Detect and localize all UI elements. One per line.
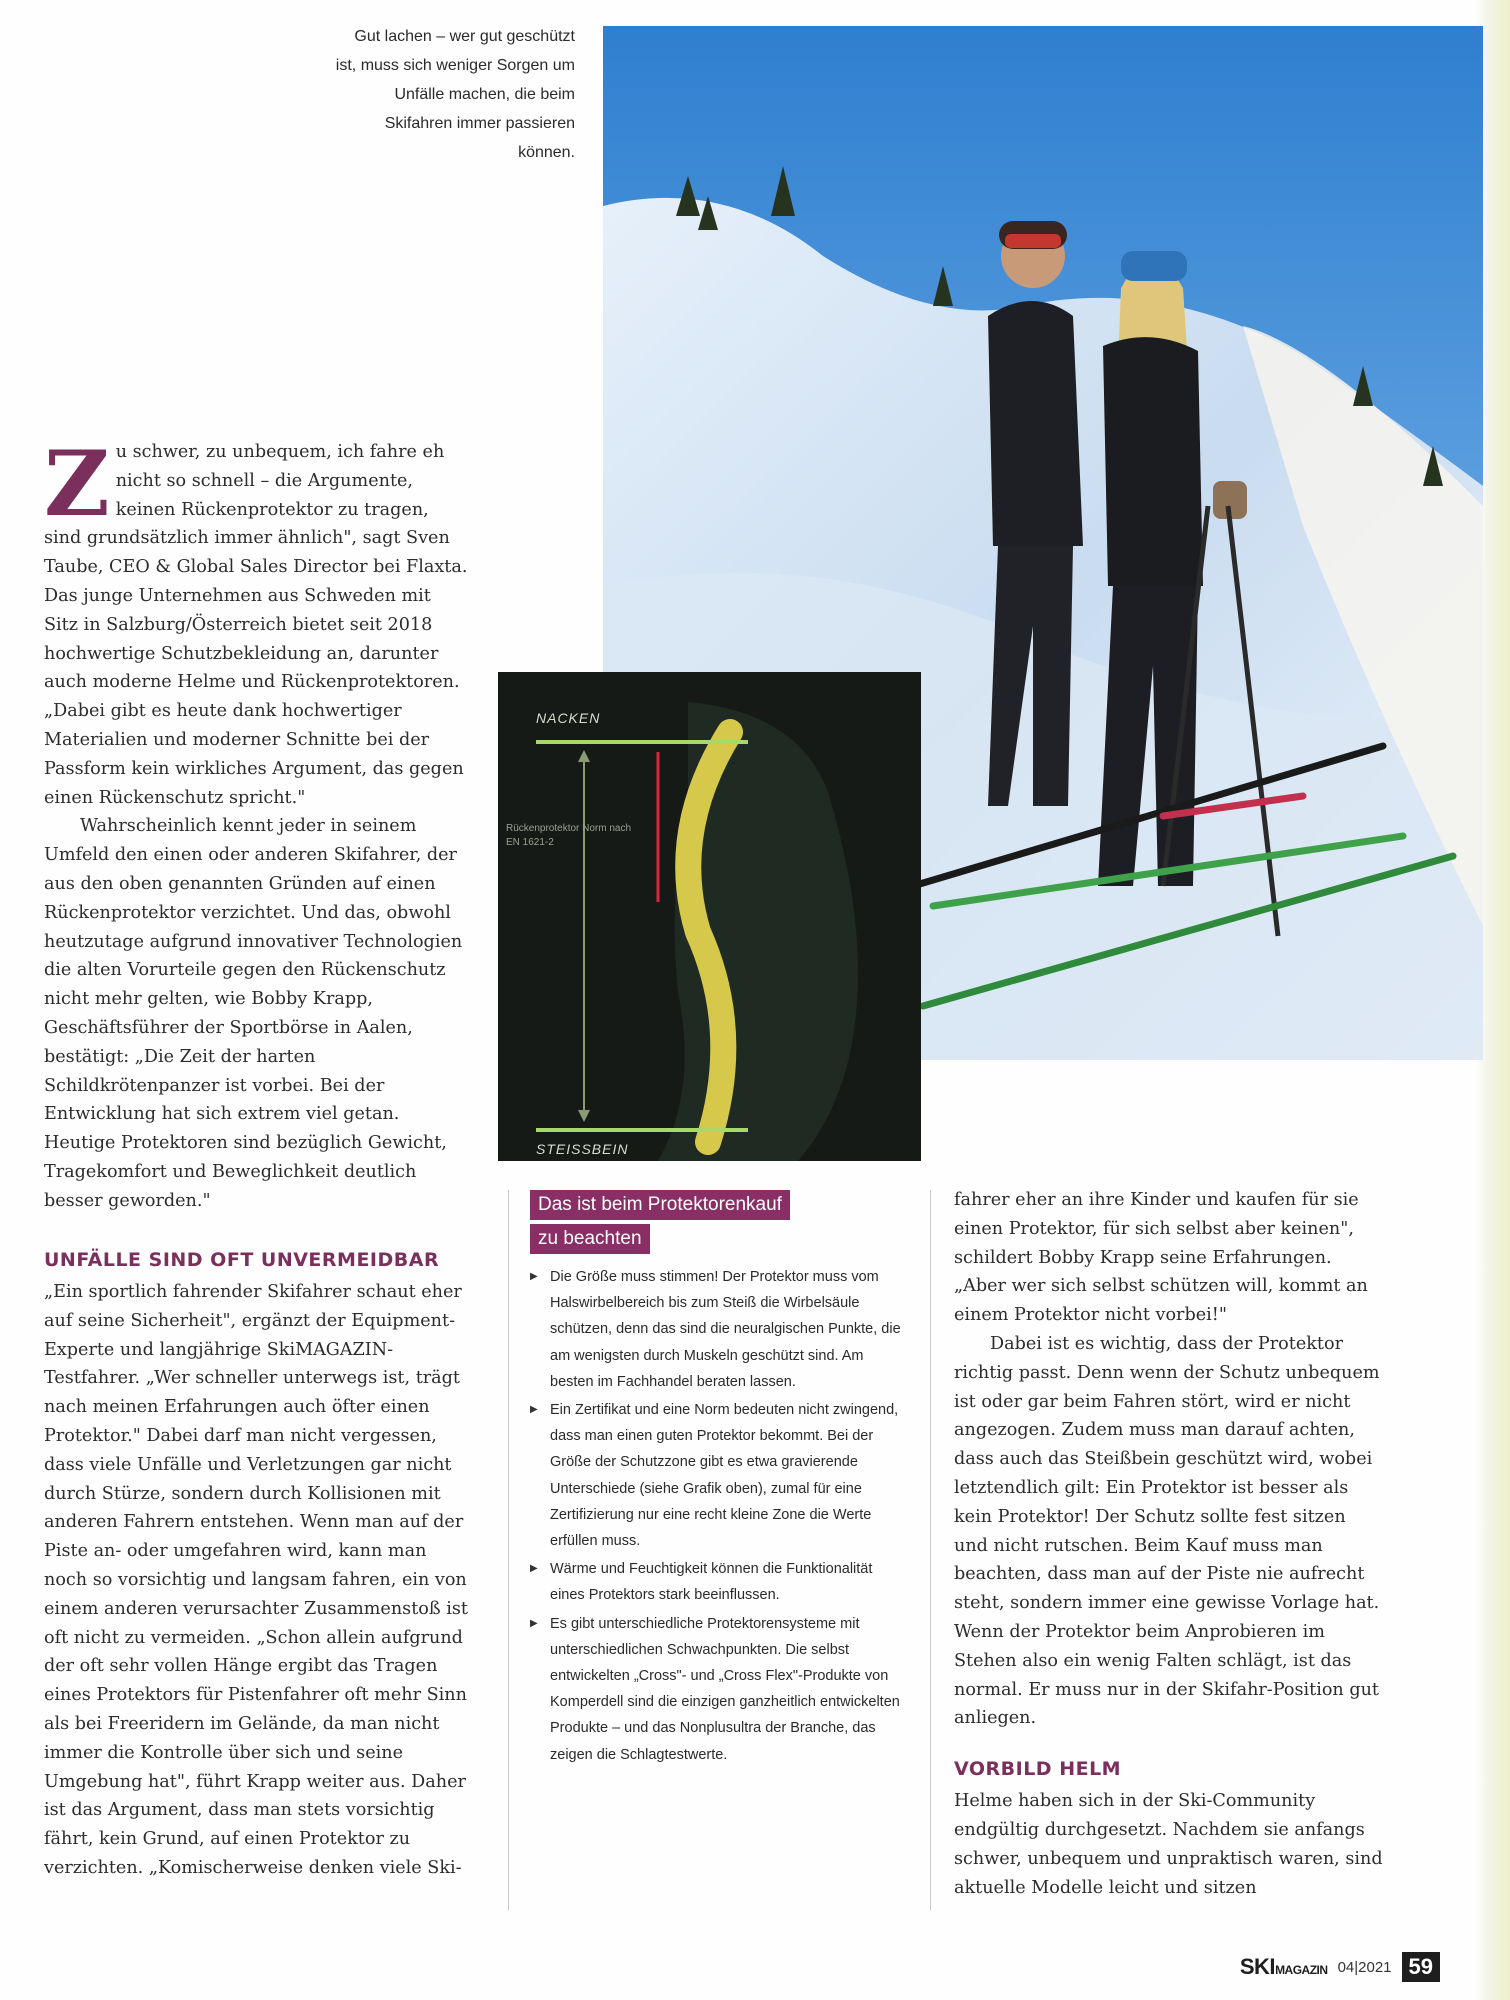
subhead-helmet: VORBILD HELM — [954, 1758, 1122, 1781]
tip-item: ▶ Wärme und Feuchtigkeit können die Funktionalität eines Protektors stark beeinflussen. — [530, 1556, 910, 1608]
paragraph-4: fahrer eher an ihre Kinder und kaufen für sie einen Protektor, für sich selbst aber keinen", schildert Bobby Krapp seine Erfahrungen. „Aber wer sich selbst schützen will, kommt an einem Protektor nicht vorbei!" — [954, 1190, 1368, 1326]
infobox-title-line2: zu beachten — [530, 1224, 650, 1254]
neck-label: NACKEN — [536, 710, 601, 726]
column-divider-right — [930, 1190, 931, 1910]
article-third-column — [954, 1186, 1384, 1902]
infobox-title-line1: Das ist beim Protektorenkauf — [530, 1190, 790, 1220]
tip-item: ▶ Ein Zertifikat und eine Norm bedeuten nicht zwingend, dass man einen guten Protektor bekommt. Bei der Größe der Schutzzone gibt es etwa gravierende Unterschiede (siehe Grafik oben), zumal für eine Zertifizierung nur eine recht kleine Zone die Werte erfüllen muss. — [530, 1397, 910, 1554]
photo-caption: Gut lachen – wer gut geschützt ist, muss sich weniger Sorgen um Unfälle machen, die beim Skifahren immer passieren können. — [335, 28, 575, 161]
paragraph-3: „Ein sportlich fahrender Skifahrer schaut eher auf seine Sicherheit", ergänzt der Equipment-Experte und langjährige SkiMAGAZIN-Testfahrer. „Wer schneller unterwegs ist, trägt nach meinen Erfahrungen auch öfter einen Protektor." Dabei darf man nicht vergessen, dass viele Unfälle und Verletzungen gar nicht durch Stürze, sondern durch Kollisionen mit anderen Fahrern entstehen. Wenn man auf der Piste an- oder umgefahren wird, kann man noch so vorsichtig und langsam fahren, ein von einem anderen verursachter Zusammenstoß ist oft nicht zu vermeiden. „Schon allein aufgrund der oft sehr vollen Hänge ergibt das Tragen eines Protektors für Pistenfahrer oft mehr Sinn als bei Freeridern im Gelände, da man nicht immer die Kontrolle über sich und seine Umgebung hat", führt Krapp weiter aus. Daher ist das Argument, dass man stets vorsichtig fährt, kein Grund, auf einen Protektor zu verzichten. „Komischerweise denken viele Ski- — [44, 1282, 468, 1878]
column-divider-left — [508, 1190, 509, 1910]
tailbone-label: STEISSBEIN — [536, 1141, 629, 1157]
paragraph-5: Dabei ist es wichtig, dass der Protektor richtig passt. Denn wenn der Schutz unbequem ist oder gar beim Fahren stört, wird er nicht angezogen. Zudem muss man darauf achten, dass auch das Steißbein geschützt wird, wobei letztendlich gilt: Ein Protektor ist besser als kein Protektor! Der Schutz sollte fest sitzen und nicht rutschen. Beim Kauf muss man beachten, dass man auf der Piste nie aufrecht steht, sondern immer eine gewisse Vorlage hat. Wenn der Protektor beim Anprobieren im Stehen also ein wenig Falten schlägt, ist das normal. Er muss nur in der Skifahr-Position gut anliegen. — [954, 1333, 1380, 1729]
page-number: 59 — [1402, 1952, 1440, 1982]
purchase-tips-box — [530, 1190, 910, 1770]
magazine-brand: SKIMAGAZIN — [1239, 1954, 1328, 1979]
subhead-accidents: UNFÄLLE SIND OFT UNVERMEIDBAR — [44, 1249, 440, 1271]
issue-number: 04|2021 — [1337, 1958, 1392, 1976]
paragraph-2: Wahrscheinlich kennt jeder in seinem Umfeld den einen oder anderen Skifahrer, der aus den oben genannten Gründen auf einen Rückenprotektor verzichtet. Und das, obwohl heutzutage aufgrund innovativer Technologien die alten Vorurteile gegen den Rückenschutz nicht mehr gelten, wie Bobby Krapp, Geschäftsführer der Sportbörse in Aalen, bestätigt: „Die Zeit der harten Schildkrötenpanzer ist vorbei. Bei der Entwicklung hat sich extrem viel getan. Heutige Protektoren sind bezüglich Gewicht, Tragekomfort und Beweglichkeit deutlich besser geworden." — [44, 816, 463, 1211]
article-intro-column — [44, 431, 470, 1216]
drop-cap: Z — [44, 431, 110, 537]
tip-item: ▶ Es gibt unterschiedliche Protektorensysteme mit unterschiedlichen Schwachpunkten. Die selbst entwickelten „Cross"- und „Cross Flex"-Produkte von Komperdell sind die einzigen ganzheitlich entwickelten Produkte – und das Nonplusultra der Branche, das zeigen die Schlagtestwerte. — [530, 1611, 910, 1768]
page-footer — [1240, 1952, 1440, 1982]
tips-list — [530, 1264, 910, 1768]
tip-item: ▶ Die Größe muss stimmen! Der Protektor muss vom Halswirbelbereich bis zum Steiß die Wirbelsäule schützen, denn das sind die neuralgischen Punkte, die am wenigsten durch Muskeln geschützt sind. Am besten im Fachhandel beraten lassen. — [530, 1264, 910, 1395]
spine-protector-graphic — [498, 672, 921, 1161]
article-second-column — [44, 1246, 470, 1883]
intro-paragraph: u schwer, zu unbequem, ich fahre eh nicht so schnell – die Argumente, keinen Rückenprotektor zu tragen, sind grundsätzlich immer ähnlich", sagt Sven Taube, CEO & Global Sales Director bei Flaxta. Das junge Unternehmen aus Schweden mit Sitz in Salzburg/Österreich bietet seit 2018 hochwertige Schutzbekleidung an, darunter auch moderne Helme und Rückenprotektoren. „Dabei gibt es heute dank hochwertiger Materialien und moderner Schnitte bei der Passform kein wirkliches Argument, das gegen einen Rückenschutz spricht." — [44, 442, 468, 808]
paragraph-6: Helme haben sich in der Ski-Community endgültig durchgesetzt. Nachdem sie anfangs schwer, unbequem und unpraktisch waren, sind aktuelle Modelle leicht und sitzen — [954, 1791, 1383, 1898]
norm-note: Rückenprotektor Norm nach EN 1621-2 — [506, 823, 632, 848]
